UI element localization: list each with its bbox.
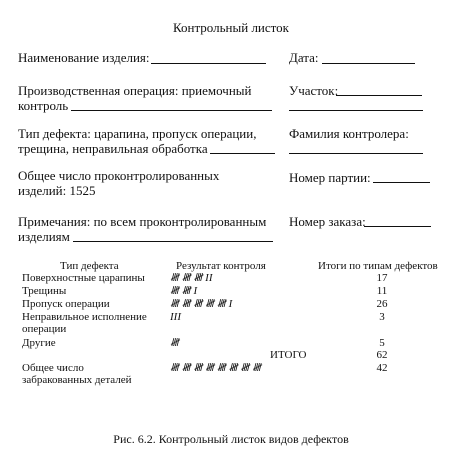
itogo-label: ИТОГО (270, 349, 307, 361)
operation-field (71, 110, 272, 111)
row-tally-skipped: 𝍸 𝍸 𝍸 𝍸 𝍸 I (170, 298, 233, 310)
header-result: Результат контроля (176, 260, 266, 272)
notes-value: изделиям (18, 229, 70, 244)
total-checked-label: Общее число проконтролированных (18, 168, 220, 183)
itogo-value: 62 (376, 349, 388, 361)
header-totals: Итоги по типам дефектов (318, 260, 438, 272)
operation-label: Производственная операция: приемочный (18, 83, 252, 98)
row-type-skipped: Пропуск операции (22, 298, 110, 310)
operation-value: контроль (18, 98, 69, 113)
notes-label: Примечания: по всем проконтролированным (18, 214, 267, 229)
defect-type-value: трещина, неправильная обработка (18, 141, 208, 156)
row-tally-scratches: 𝍸 𝍸 𝍸 II (170, 272, 213, 284)
total-checked-value: изделий: 1525 (18, 183, 96, 198)
row-type-wrong-execution-line2: операции (22, 323, 67, 335)
rejected-tally-row1: 𝍸 𝍸 𝍸 𝍸 𝍸 𝍸 𝍸 𝍸 (170, 362, 262, 374)
batch-field (373, 182, 430, 183)
product-name-label: Наименование изделия: (18, 50, 150, 65)
sheet-title: Контрольный листок (172, 20, 289, 35)
figure-caption: Рис. 6.2. Контрольный листок видов дефектов (113, 432, 349, 446)
rejected-label: Общее число (22, 362, 84, 374)
row-tally-cracks: 𝍸 𝍸 I (170, 285, 198, 297)
section-label: Участок: (289, 83, 339, 98)
row-type-scratches: Поверхностные царапины (22, 272, 145, 284)
product-name-field (151, 63, 266, 64)
row-total-wrong-execution: 3 (379, 311, 385, 323)
row-total-other: 5 (379, 337, 385, 349)
row-total-skipped: 26 (376, 298, 388, 310)
row-total-scratches: 17 (376, 272, 388, 284)
section-field-line2 (289, 110, 423, 111)
order-field (364, 226, 431, 227)
header-defect-type: Тип дефекта (60, 260, 119, 272)
defect-type-field (210, 153, 275, 154)
row-tally-wrong-execution: III (170, 311, 181, 323)
inspector-field (289, 153, 423, 154)
date-label: Дата: (289, 50, 319, 65)
row-total-cracks: 11 (376, 285, 388, 297)
row-type-other: Другие (22, 337, 56, 349)
row-tally-other: 𝍸 (170, 337, 179, 349)
rejected-label-line2: забракованных деталей (22, 374, 132, 386)
section-field (336, 95, 422, 96)
row-type-wrong-execution: Неправильное исполнение (22, 311, 147, 323)
order-label: Номер заказа: (289, 214, 366, 229)
notes-field (73, 241, 273, 242)
row-type-cracks: Трещины (22, 285, 67, 297)
batch-label: Номер партии: (289, 170, 371, 185)
defect-type-label: Тип дефекта: царапина, пропуск операции, (18, 126, 257, 141)
inspector-label: Фамилия контролера: (289, 126, 409, 141)
rejected-value: 42 (376, 362, 388, 374)
date-field (322, 63, 415, 64)
